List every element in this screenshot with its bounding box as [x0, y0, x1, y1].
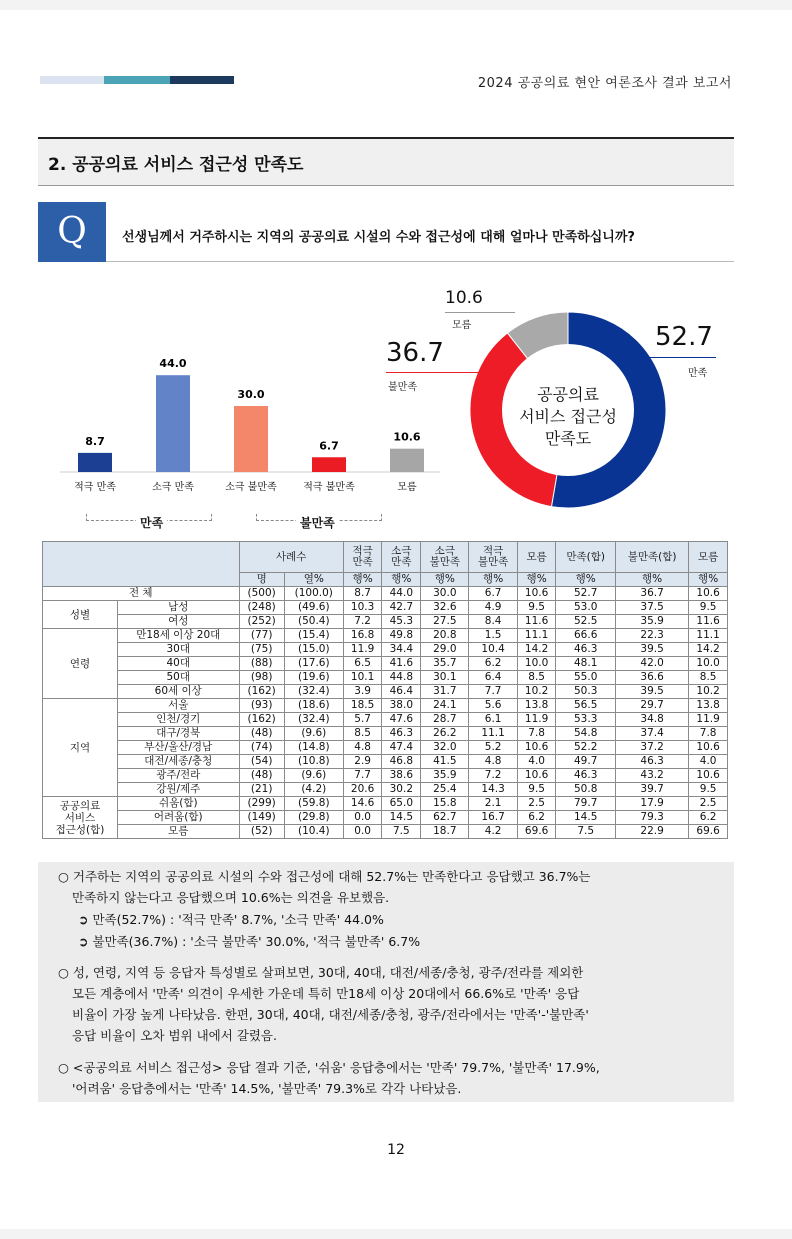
table-cell: 30.0: [421, 587, 469, 601]
subheader-cell: 행%: [615, 573, 688, 587]
question-text: 선생님께서 거주하시는 지역의 공공의료 시설의 수와 접근성에 대해 얼마나 만족하십니까?: [122, 230, 635, 245]
table-cell: 54.8: [556, 727, 615, 741]
table-row: [43, 811, 728, 825]
table-cell: (10.8): [284, 755, 343, 769]
col-header: 적극 불만족: [469, 542, 517, 573]
bar-category-label: 소극 만족: [152, 482, 194, 493]
table-cell: 47.6: [382, 713, 421, 727]
table-cell: (48): [239, 727, 284, 741]
table-cell: 11.6: [689, 615, 728, 629]
table-cell: 5.2: [469, 741, 517, 755]
bar-category-label: 적극 만족: [74, 482, 116, 493]
subheader-cell: 행%: [556, 573, 615, 587]
table-cell: 9.5: [517, 783, 556, 797]
table-cell: 52.2: [556, 741, 615, 755]
table-header-row: [43, 542, 728, 573]
table-cell: 11.9: [343, 643, 382, 657]
table-cell: (59.8): [284, 797, 343, 811]
table-corner: [43, 542, 240, 587]
table-cell: 15.8: [421, 797, 469, 811]
table-cell: (162): [239, 713, 284, 727]
table-cell: 26.2: [421, 727, 469, 741]
table-cell: 13.8: [517, 699, 556, 713]
table-cell: 46.4: [382, 685, 421, 699]
table-cell: 9.5: [689, 783, 728, 797]
table-cell: 44.0: [382, 587, 421, 601]
callout-satisfied-value: 52.7: [655, 322, 713, 352]
table-cell: 4.0: [517, 755, 556, 769]
subheader-cell: 행%: [517, 573, 556, 587]
table-cell: 10.0: [517, 657, 556, 671]
table-cell: 10.6: [689, 769, 728, 783]
table-cell: 10.3: [343, 601, 382, 615]
table-cell: 6.7: [469, 587, 517, 601]
table-row: [43, 741, 728, 755]
summary-p2-line4: 응답 비율이 오차 범위 내에서 갈렸음.: [72, 1028, 277, 1043]
table-cell: (9.6): [284, 727, 343, 741]
row-label: 60세 이상: [118, 685, 240, 699]
col-header: 모름: [689, 542, 728, 573]
bar-value-label: 6.7: [319, 439, 339, 453]
table-cell: (162): [239, 685, 284, 699]
table-row: [43, 783, 728, 797]
table-cell: 52.5: [556, 615, 615, 629]
table-cell: 39.5: [615, 643, 688, 657]
table-cell: 6.2: [689, 811, 728, 825]
table-cell: 29.7: [615, 699, 688, 713]
page-number: 12: [387, 1142, 405, 1158]
table-cell: 35.9: [615, 615, 688, 629]
subheader-cell: 행%: [421, 573, 469, 587]
table-cell: 32.0: [421, 741, 469, 755]
table-row: [43, 699, 728, 713]
table-cell: (29.8): [284, 811, 343, 825]
row-label: 30대: [118, 643, 240, 657]
table-cell: 9.5: [689, 601, 728, 615]
table-row: [43, 587, 728, 601]
table-cell: 14.2: [689, 643, 728, 657]
row-label: 쉬움(합): [118, 797, 240, 811]
row-label: 대구/경북: [118, 727, 240, 741]
table-cell: 27.5: [421, 615, 469, 629]
table-cell: 29.0: [421, 643, 469, 657]
donut-center-line-3: 만족도: [544, 429, 592, 448]
table-row: [43, 615, 728, 629]
table-cell: 46.3: [556, 769, 615, 783]
table-cell: (74): [239, 741, 284, 755]
table-cell: 39.7: [615, 783, 688, 797]
table-cell: 53.3: [556, 713, 615, 727]
table-cell: 18.5: [343, 699, 382, 713]
table-cell: 10.6: [517, 769, 556, 783]
table-cell: (17.6): [284, 657, 343, 671]
callout-satisfied-line: [640, 357, 716, 358]
table-cell: 1.5: [469, 629, 517, 643]
table-cell: 7.8: [517, 727, 556, 741]
table-cell: 7.8: [689, 727, 728, 741]
table-cell: 42.7: [382, 601, 421, 615]
dissatisfied-group-label: 불만족: [296, 514, 339, 531]
table-cell: (75): [239, 643, 284, 657]
question-mark-box: Q: [38, 202, 106, 262]
subheader-cell: 행%: [382, 573, 421, 587]
table-cell: 4.2: [469, 825, 517, 839]
section-header: [38, 137, 734, 186]
table-cell: 50.8: [556, 783, 615, 797]
table-cell: 8.5: [689, 671, 728, 685]
table-row: [43, 769, 728, 783]
table-cell: (299): [239, 797, 284, 811]
table-cell: 47.4: [382, 741, 421, 755]
table-cell: 10.6: [517, 587, 556, 601]
table-cell: 0.0: [343, 825, 382, 839]
table-cell: 14.5: [382, 811, 421, 825]
table-cell: 2.5: [517, 797, 556, 811]
table-cell: (50.4): [284, 615, 343, 629]
table-cell: 9.5: [517, 601, 556, 615]
table-cell: 7.7: [343, 769, 382, 783]
table-cell: 38.0: [382, 699, 421, 713]
summary-p2-line2: 모든 계층에서 '만족' 의견이 우세한 가운데 특히 만18세 이상 20대에서 66.6%로 '만족' 응답: [72, 986, 580, 1001]
table-cell: 8.7: [343, 587, 382, 601]
table-row: [43, 671, 728, 685]
table-cell: 4.8: [469, 755, 517, 769]
table-cell: 14.2: [517, 643, 556, 657]
table-cell: 37.2: [615, 741, 688, 755]
table-cell: 53.0: [556, 601, 615, 615]
table-cell: 16.8: [343, 629, 382, 643]
row-label: 50대: [118, 671, 240, 685]
group-label: 지역: [43, 699, 118, 797]
table-cell: 10.2: [689, 685, 728, 699]
table-cell: 7.2: [469, 769, 517, 783]
satisfied-group-label: 만족: [136, 514, 167, 531]
table-cell: 45.3: [382, 615, 421, 629]
table-cell: 2.5: [689, 797, 728, 811]
table-cell: 37.5: [615, 601, 688, 615]
header-bar-teal: [104, 76, 170, 84]
table-cell: 32.6: [421, 601, 469, 615]
table-cell: 41.5: [421, 755, 469, 769]
summary-p3-line2: '어려움' 응답층에서는 '만족' 14.5%, '불만족' 79.3%로 각각 나타났음.: [72, 1081, 462, 1096]
table-cell: 30.2: [382, 783, 421, 797]
table-cell: 8.5: [517, 671, 556, 685]
row-label: 강원/제주: [118, 783, 240, 797]
row-label: 남성: [118, 601, 240, 615]
subheader-cell: 열%: [284, 573, 343, 587]
table-cell: 49.8: [382, 629, 421, 643]
table-cell: (10.4): [284, 825, 343, 839]
table-cell: 16.7: [469, 811, 517, 825]
table-cell: 42.0: [615, 657, 688, 671]
table-cell: 35.7: [421, 657, 469, 671]
col-header: 적극 만족: [343, 542, 382, 573]
report-title: 2024 공공의료 현안 여론조사 결과 보고서: [477, 76, 732, 91]
row-label: 대전/세종/충청: [118, 755, 240, 769]
table-cell: 6.4: [469, 671, 517, 685]
table-cell: 36.6: [615, 671, 688, 685]
table-cell: 11.9: [689, 713, 728, 727]
table-cell: 6.2: [517, 811, 556, 825]
table-cell: (19.6): [284, 671, 343, 685]
table-row: [43, 797, 728, 811]
summary-p2-line1: ○ 성, 연령, 지역 등 응답자 특성별로 살펴보면, 30대, 40대, 대전/세종/충청, 광주/전라를 제외한: [58, 965, 584, 980]
table-cell: 35.9: [421, 769, 469, 783]
table-cell: 6.2: [469, 657, 517, 671]
table-cell: 34.8: [615, 713, 688, 727]
table-row: [43, 629, 728, 643]
table-cell: 8.5: [343, 727, 382, 741]
row-label: 어려움(합): [118, 811, 240, 825]
bar-value-label: 8.7: [85, 434, 105, 448]
table-cell: (18.6): [284, 699, 343, 713]
table-cell: (500): [239, 587, 284, 601]
col-header-cases: 사례수: [239, 542, 343, 573]
table-cell: 5.7: [343, 713, 382, 727]
row-label: 광주/전라: [118, 769, 240, 783]
col-header: 만족(합): [556, 542, 615, 573]
donut-center-line-1: 공공의료: [537, 385, 599, 404]
callout-dissatisfied-line: [386, 372, 486, 373]
table-cell: 69.6: [517, 825, 556, 839]
table-cell: 34.4: [382, 643, 421, 657]
table-cell: 46.3: [615, 755, 688, 769]
table-cell: (4.2): [284, 783, 343, 797]
subheader-cell: 행%: [343, 573, 382, 587]
table-cell: 3.9: [343, 685, 382, 699]
table-cell: 55.0: [556, 671, 615, 685]
table-cell: 4.9: [469, 601, 517, 615]
bar-1: [156, 375, 190, 472]
group-label: 공공의료 서비스 접근성(합): [43, 797, 118, 839]
header-bar-light: [40, 76, 104, 84]
table-cell: (98): [239, 671, 284, 685]
row-label: 여성: [118, 615, 240, 629]
table-cell: 7.5: [556, 825, 615, 839]
table-cell: 69.6: [689, 825, 728, 839]
table-cell: 39.5: [615, 685, 688, 699]
callout-satisfied-label: 만족: [688, 368, 708, 379]
table-cell: 11.1: [469, 727, 517, 741]
bar-category-label: 소극 불만족: [225, 482, 277, 493]
table-row: [43, 657, 728, 671]
bar-0: [78, 453, 112, 472]
table-cell: 31.7: [421, 685, 469, 699]
table-cell: (9.6): [284, 769, 343, 783]
crosstab-table: [42, 541, 728, 839]
table-cell: (52): [239, 825, 284, 839]
table-cell: (88): [239, 657, 284, 671]
table-cell: 6.1: [469, 713, 517, 727]
table-cell: 22.9: [615, 825, 688, 839]
bar-4: [390, 449, 424, 472]
table-cell: 17.9: [615, 797, 688, 811]
total-label: 전 체: [43, 587, 240, 601]
group-label: 연령: [43, 629, 118, 699]
table-cell: 43.2: [615, 769, 688, 783]
table-cell: 11.9: [517, 713, 556, 727]
table-cell: 7.7: [469, 685, 517, 699]
table-cell: 46.8: [382, 755, 421, 769]
header-bar-navy: [170, 76, 234, 84]
table-cell: 11.1: [689, 629, 728, 643]
bar-value-label: 30.0: [237, 388, 265, 401]
table-cell: 66.6: [556, 629, 615, 643]
callout-dontknow-label: 모름: [452, 320, 472, 331]
bar-2: [234, 406, 268, 472]
callout-dissatisfied-label: 불만족: [388, 382, 417, 393]
table-cell: (149): [239, 811, 284, 825]
table-cell: 22.3: [615, 629, 688, 643]
bar-category-label: 모름: [397, 482, 417, 493]
table-cell: 41.6: [382, 657, 421, 671]
callout-dissatisfied-value: 36.7: [386, 338, 444, 368]
table-cell: (252): [239, 615, 284, 629]
table-cell: 8.4: [469, 615, 517, 629]
table-row: [43, 755, 728, 769]
table-cell: 65.0: [382, 797, 421, 811]
table-cell: 6.5: [343, 657, 382, 671]
table-cell: (14.8): [284, 741, 343, 755]
table-cell: (54): [239, 755, 284, 769]
table-cell: 10.6: [689, 587, 728, 601]
table-cell: 10.2: [517, 685, 556, 699]
row-label: 모름: [118, 825, 240, 839]
table-row: [43, 643, 728, 657]
col-header: 소극 만족: [382, 542, 421, 573]
table-cell: (48): [239, 769, 284, 783]
bar-3: [312, 457, 346, 472]
table-cell: 2.9: [343, 755, 382, 769]
table-cell: 50.3: [556, 685, 615, 699]
table-row: [43, 601, 728, 615]
table-cell: 0.0: [343, 811, 382, 825]
table-cell: 38.6: [382, 769, 421, 783]
table-cell: (93): [239, 699, 284, 713]
row-label: 인천/경기: [118, 713, 240, 727]
table-cell: (100.0): [284, 587, 343, 601]
subheader-cell: 행%: [689, 573, 728, 587]
table-cell: 10.4: [469, 643, 517, 657]
bar-value-label: 44.0: [159, 357, 187, 371]
table-cell: (15.0): [284, 643, 343, 657]
table-cell: 14.5: [556, 811, 615, 825]
summary-p2-line3: 비율이 가장 높게 나타났음. 한편, 30대, 40대, 대전/세종/충청, 광주/전라에서는 '만족'-'불만족': [72, 1007, 589, 1022]
table-cell: 52.7: [556, 587, 615, 601]
table-cell: 2.1: [469, 797, 517, 811]
table-cell: 7.5: [382, 825, 421, 839]
section-title: 2. 공공의료 서비스 접근성 만족도: [48, 155, 304, 175]
table-cell: 4.8: [343, 741, 382, 755]
summary-sub1: ➲ 만족(52.7%) : '적극 만족' 8.7%, '소극 만족' 44.0%: [78, 912, 384, 927]
table-cell: 11.6: [517, 615, 556, 629]
bar-category-label: 적극 불만족: [303, 482, 355, 493]
table-cell: 25.4: [421, 783, 469, 797]
table-cell: 79.7: [556, 797, 615, 811]
table-cell: 24.1: [421, 699, 469, 713]
donut-chart: [468, 310, 668, 510]
table-cell: 14.3: [469, 783, 517, 797]
table-cell: 37.4: [615, 727, 688, 741]
table-cell: 10.6: [689, 741, 728, 755]
summary-p1-line1: ○ 거주하는 지역의 공공의료 시설의 수와 접근성에 대해 52.7%는 만족한다고 응답했고 36.7%는: [58, 869, 591, 884]
subheader-cell: 명: [239, 573, 284, 587]
table-row: [43, 685, 728, 699]
table-cell: 48.1: [556, 657, 615, 671]
table-cell: (32.4): [284, 685, 343, 699]
table-row: [43, 713, 728, 727]
table-cell: 20.8: [421, 629, 469, 643]
table-row: [43, 727, 728, 741]
table-cell: 62.7: [421, 811, 469, 825]
table-cell: 49.7: [556, 755, 615, 769]
table-cell: 13.8: [689, 699, 728, 713]
callout-dontknow-line: [445, 312, 515, 313]
table-cell: 18.7: [421, 825, 469, 839]
col-header: 모름: [517, 542, 556, 573]
col-header: 불만족(합): [615, 542, 688, 573]
table-cell: 10.1: [343, 671, 382, 685]
table-cell: 30.1: [421, 671, 469, 685]
table-cell: 5.6: [469, 699, 517, 713]
table-cell: 79.3: [615, 811, 688, 825]
table-cell: 46.3: [556, 643, 615, 657]
table-cell: (248): [239, 601, 284, 615]
table-cell: 10.0: [689, 657, 728, 671]
table-cell: 28.7: [421, 713, 469, 727]
table-cell: (15.4): [284, 629, 343, 643]
table-cell: (32.4): [284, 713, 343, 727]
col-header: 소극 불만족: [421, 542, 469, 573]
row-label: 서울: [118, 699, 240, 713]
table-cell: 56.5: [556, 699, 615, 713]
table-cell: 20.6: [343, 783, 382, 797]
table-cell: 4.0: [689, 755, 728, 769]
table-cell: (49.6): [284, 601, 343, 615]
table-cell: 14.6: [343, 797, 382, 811]
table-cell: 44.8: [382, 671, 421, 685]
row-label: 부산/울산/경남: [118, 741, 240, 755]
table-cell: 10.6: [517, 741, 556, 755]
group-label: 성별: [43, 601, 118, 629]
table-row: [43, 825, 728, 839]
bar-chart: [40, 340, 460, 540]
table-cell: 7.2: [343, 615, 382, 629]
summary-sub2: ➲ 불만족(36.7%) : '소극 불만족' 30.0%, '적극 불만족' 6.7%: [78, 934, 421, 949]
table-cell: 11.1: [517, 629, 556, 643]
summary-box: [38, 862, 734, 1102]
bar-value-label: 10.6: [393, 430, 421, 444]
table-cell: (21): [239, 783, 284, 797]
summary-p1-line2: 만족하지 않는다고 응답했으며 10.6%는 의견을 유보했음.: [72, 890, 390, 905]
row-label: 40대: [118, 657, 240, 671]
summary-p3-line1: ○ <공공의료 서비스 접근성> 응답 결과 기준, '쉬움' 응답층에서는 '만족' 79.7%, '불만족' 17.9%,: [58, 1060, 600, 1075]
table-cell: 46.3: [382, 727, 421, 741]
subheader-cell: 행%: [469, 573, 517, 587]
donut-center-line-2: 서비스 접근성: [519, 407, 617, 426]
table-cell: (77): [239, 629, 284, 643]
row-label: 만18세 이상 20대: [118, 629, 240, 643]
question-underline: [106, 261, 734, 262]
table-cell: 36.7: [615, 587, 688, 601]
callout-dontknow-value: 10.6: [445, 288, 483, 308]
